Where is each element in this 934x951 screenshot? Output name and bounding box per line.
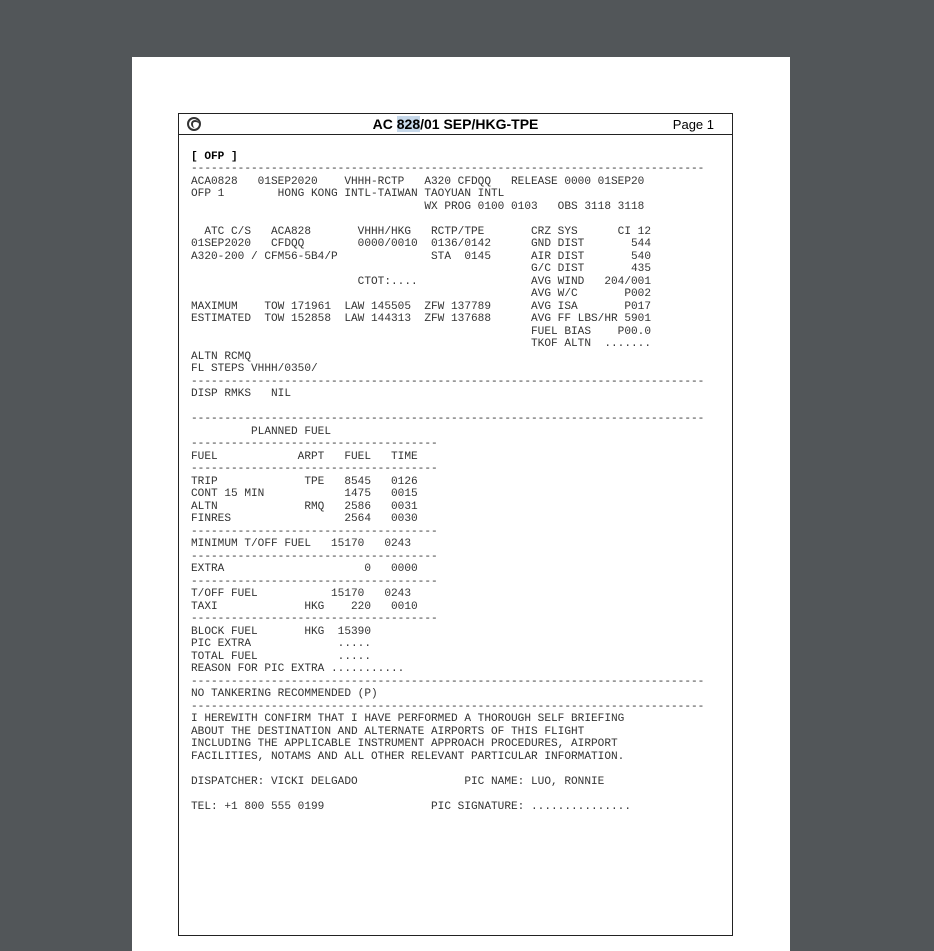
ofp-frame xyxy=(178,113,733,936)
separator-half: ------------------------------------- xyxy=(191,463,438,475)
blank-line xyxy=(191,763,704,776)
info-line-2: 01SEP2020 CFDQQ 0000/0010 0136/0142 GND DIST 544 xyxy=(191,238,652,250)
tankering-line: NO TANKERING RECOMMENDED (P) xyxy=(191,688,378,700)
flight-title xyxy=(179,116,732,132)
info-line-8: TKOF ALTN ....... xyxy=(191,338,652,350)
fuel-row-trip: TRIP TPE 8545 0126 xyxy=(191,475,418,488)
info-line-7: FUEL BIAS P00.0 xyxy=(191,325,652,338)
fuel-row-altn: ALTN RMQ 2586 0031 xyxy=(191,500,418,513)
confirm-line-4: FACILITIES, NOTAMS AND ALL OTHER RELEVANT PARTICULAR INFORMATION. xyxy=(191,750,625,763)
confirm-line-2: ABOUT THE DESTINATION AND ALTERNATE AIRPORTS OF THIS FLIGHT xyxy=(191,725,585,738)
alternate-line: ALTN RCMQ xyxy=(191,350,252,363)
separator: ----------------------------------------------------------------------------- xyxy=(191,413,705,425)
blank-line xyxy=(191,401,704,414)
separator-half: ------------------------------------- xyxy=(191,575,438,588)
ofp-body xyxy=(191,138,704,838)
blank-line xyxy=(191,788,704,801)
fuel-row-block: BLOCK FUEL HKG 15390 xyxy=(191,625,372,638)
info-line-6: AVG W/C P002 xyxy=(191,288,652,300)
fuel-row-reason: REASON FOR PIC EXTRA ........... xyxy=(191,663,405,675)
page-number: Page 1 xyxy=(672,117,714,132)
fuel-row-cont: CONT 15 MIN 1475 0015 xyxy=(191,488,418,500)
weights-est: ESTIMATED TOW 152858 LAW 144313 ZFW 137688 AVG FF LBS/HR 5901 xyxy=(191,313,652,325)
fuel-table-header: FUEL ARPT FUEL TIME xyxy=(191,450,418,463)
planned-fuel-title: PLANNED FUEL xyxy=(191,425,332,438)
fuel-row-pic-extra: PIC EXTRA ..... xyxy=(191,638,372,650)
fuel-row-total: TOTAL FUEL ..... xyxy=(191,650,372,663)
confirm-line-1: I HEREWITH CONFIRM THAT I HAVE PERFORMED A THOROUGH SELF BRIEFING xyxy=(191,713,625,725)
separator-half: ------------------------------------- xyxy=(191,525,438,538)
separator-half: ------------------------------------- xyxy=(191,550,438,563)
separator-half: ------------------------------------- xyxy=(191,613,438,625)
ofp-header xyxy=(179,114,732,135)
fl-steps-line: FL STEPS VHHH/0350/ xyxy=(191,363,318,375)
info-line-4: G/C DIST 435 xyxy=(191,263,652,275)
separator: ----------------------------------------------------------------------------- xyxy=(191,700,705,713)
document-page xyxy=(132,57,790,951)
title-prefix: AC xyxy=(372,116,397,132)
flight-line-2: OFP 1 HONG KONG INTL-TAIWAN TAOYUAN INTL xyxy=(191,188,505,200)
blank-line xyxy=(191,213,704,226)
weights-max: MAXIMUM TOW 171961 LAW 145505 ZFW 137789 AVG ISA P017 xyxy=(191,300,652,313)
info-line-3: A320-200 / CFM56-5B4/P STA 0145 AIR DIST 540 xyxy=(191,250,652,263)
confirm-line-3: INCLUDING THE APPLICABLE INSTRUMENT APPROACH PROCEDURES, AIRPORT xyxy=(191,738,618,750)
fuel-row-min-tof: MINIMUM T/OFF FUEL 15170 0243 xyxy=(191,538,412,550)
separator-half: ------------------------------------- xyxy=(191,438,438,450)
disp-remarks: DISP RMKS NIL xyxy=(191,388,292,400)
separator: ----------------------------------------------------------------------------- xyxy=(191,375,705,388)
info-line-5: CTOT:.... AVG WIND 204/001 xyxy=(191,275,652,288)
info-line-1: ATC C/S ACA828 VHHH/HKG RCTP/TPE CRZ SYS CI 12 xyxy=(191,225,652,238)
ofp-tag: [ OFP ] xyxy=(191,150,238,163)
title-suffix: /01 SEP/HKG-TPE xyxy=(420,116,539,132)
separator: ----------------------------------------------------------------------------- xyxy=(191,675,705,688)
flight-line-1: ACA0828 01SEP2020 VHHH-RCTP A320 CFDQQ RELEASE 0000 01SEP20 xyxy=(191,175,645,188)
flight-line-3: WX PROG 0100 0103 OBS 3118 3118 xyxy=(191,200,645,213)
fuel-row-finres: FINRES 2564 0030 xyxy=(191,513,418,525)
separator: ----------------------------------------------------------------------------- xyxy=(191,163,705,175)
signature-line: TEL: +1 800 555 0199 PIC SIGNATURE: ............... xyxy=(191,800,632,813)
dispatcher-line: DISPATCHER: VICKI DELGADO PIC NAME: LUO, RONNIE xyxy=(191,775,605,788)
fuel-row-taxi: TAXI HKG 220 0010 xyxy=(191,600,418,613)
title-highlight[interactable]: 828 xyxy=(396,116,421,132)
fuel-row-extra: EXTRA 0 0000 xyxy=(191,563,418,575)
fuel-row-tof: T/OFF FUEL 15170 0243 xyxy=(191,588,412,600)
